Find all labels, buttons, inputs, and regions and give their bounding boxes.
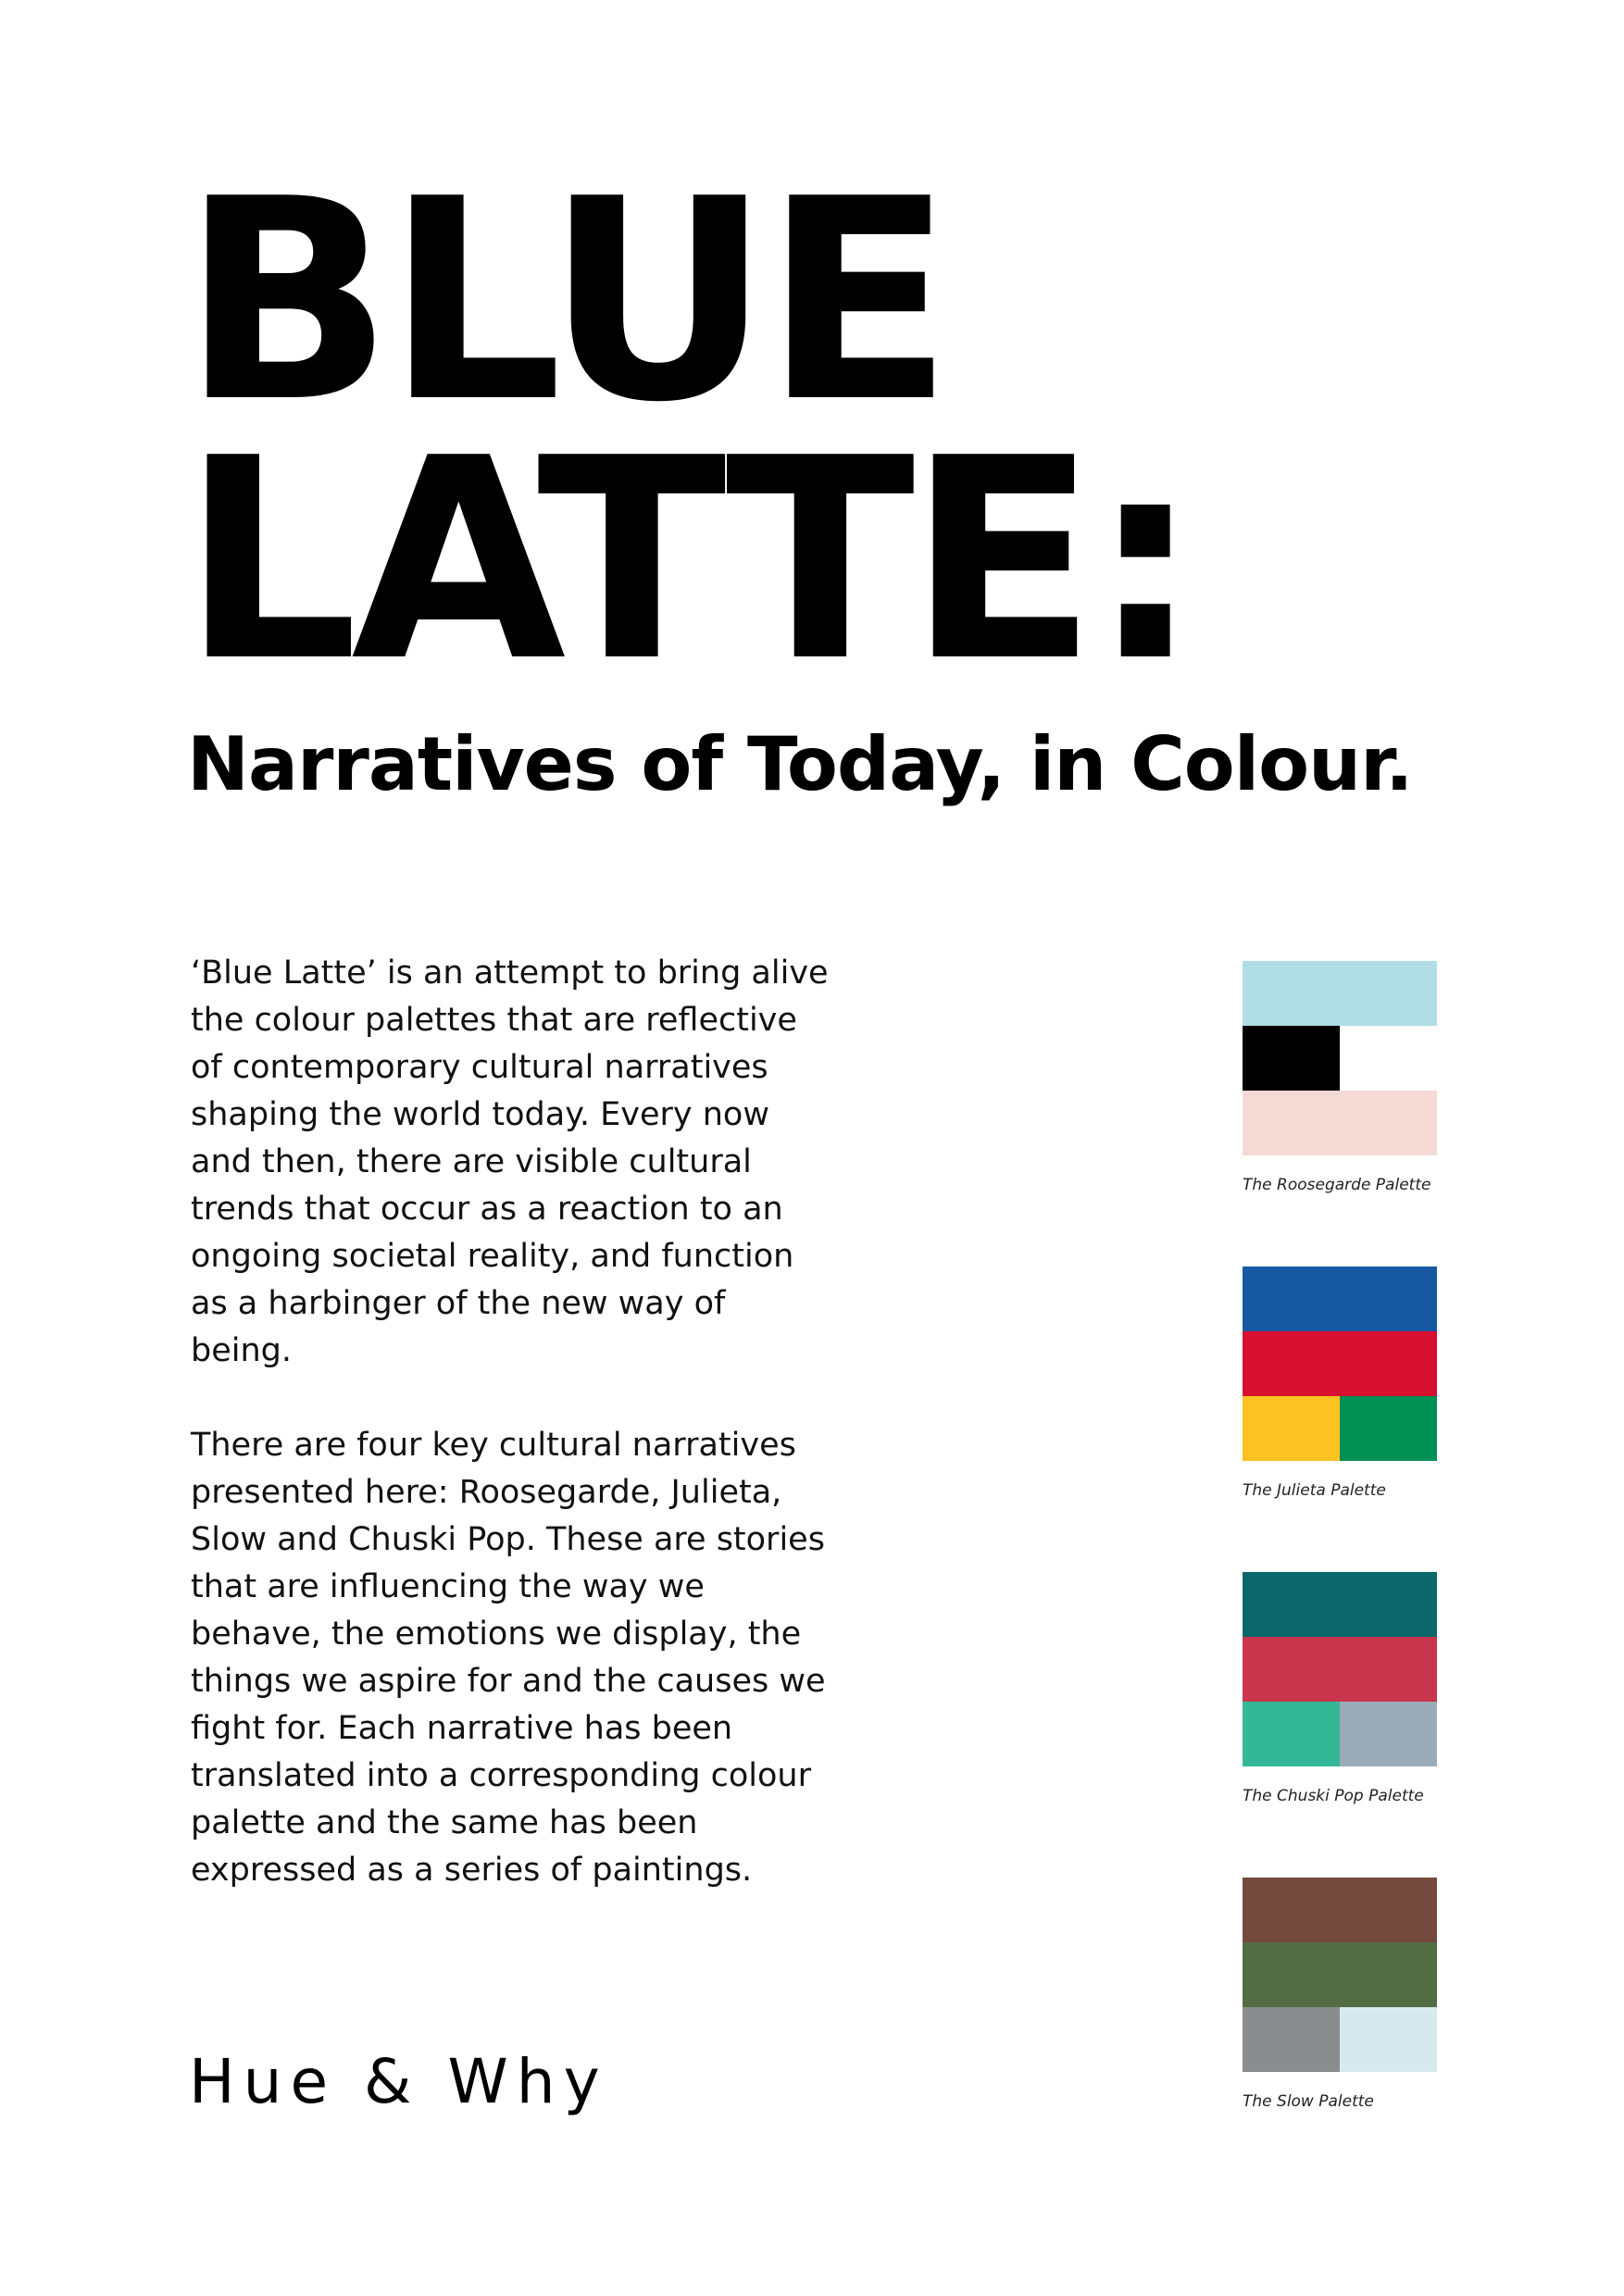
swatch-middle-right xyxy=(1340,1026,1437,1091)
swatch-top xyxy=(1243,961,1437,1026)
palette-slow xyxy=(1243,1878,1437,2110)
palette-chuski-pop xyxy=(1243,1572,1437,1804)
swatch-bottom-right xyxy=(1340,1702,1437,1766)
swatch-middle xyxy=(1243,1942,1437,2007)
swatch-middle-left xyxy=(1243,1026,1340,1091)
swatch-bottom xyxy=(1243,1091,1437,1155)
palette-swatches xyxy=(1243,1267,1437,1461)
title-line-latte: LATTE: xyxy=(181,399,1194,722)
palette-roosegarde xyxy=(1243,961,1437,1193)
swatch-middle xyxy=(1243,1637,1437,1702)
swatch-top xyxy=(1243,1572,1437,1637)
palette-swatches xyxy=(1243,1878,1437,2072)
swatch-top xyxy=(1243,1267,1437,1331)
swatch-bottom-right xyxy=(1340,2007,1437,2072)
palette-caption: The Slow Palette xyxy=(1243,2092,1374,2111)
subtitle: Narratives of Today, in Colour. xyxy=(187,721,1413,807)
palette-caption: The Julieta Palette xyxy=(1243,1481,1386,1500)
brand-wordmark: Hue & Why xyxy=(189,2046,608,2117)
palette-swatches xyxy=(1243,1572,1437,1766)
intro-paragraph: There are four key cultural narratives presented here: Roosegarde, Julieta, Slow and Chuski Pop. These are stories that are influencing the way we behave, the emotions we display, the things we aspire for and the causes we fight for. Each narrative has been translated into a corresponding colour palette and the same has been expressed as a series of paintings. xyxy=(191,1427,826,1889)
swatch-bottom-right xyxy=(1340,1396,1437,1461)
swatch-bottom-left xyxy=(1243,1702,1340,1766)
palette-swatches xyxy=(1243,961,1437,1155)
palette-caption: The Roosegarde Palette xyxy=(1243,1176,1431,1194)
intro-text xyxy=(191,950,830,1941)
intro-paragraph: ‘Blue Latte’ is an attempt to bring alive the colour palettes that are reflective of contemporary cultural narratives shaping the world today. Every now and then, there are visible cultural trends that occur as a reaction to an ongoing societal reality, and function as a harbinger of the new way of being. xyxy=(191,955,829,1369)
title-line-blue: BLUE xyxy=(181,140,946,463)
palette-caption: The Chuski Pop Palette xyxy=(1243,1787,1424,1805)
swatch-bottom-left xyxy=(1243,2007,1340,2072)
swatch-middle xyxy=(1243,1331,1437,1396)
swatch-bottom-left xyxy=(1243,1396,1340,1461)
palette-julieta xyxy=(1243,1267,1437,1499)
swatch-top xyxy=(1243,1878,1437,1942)
